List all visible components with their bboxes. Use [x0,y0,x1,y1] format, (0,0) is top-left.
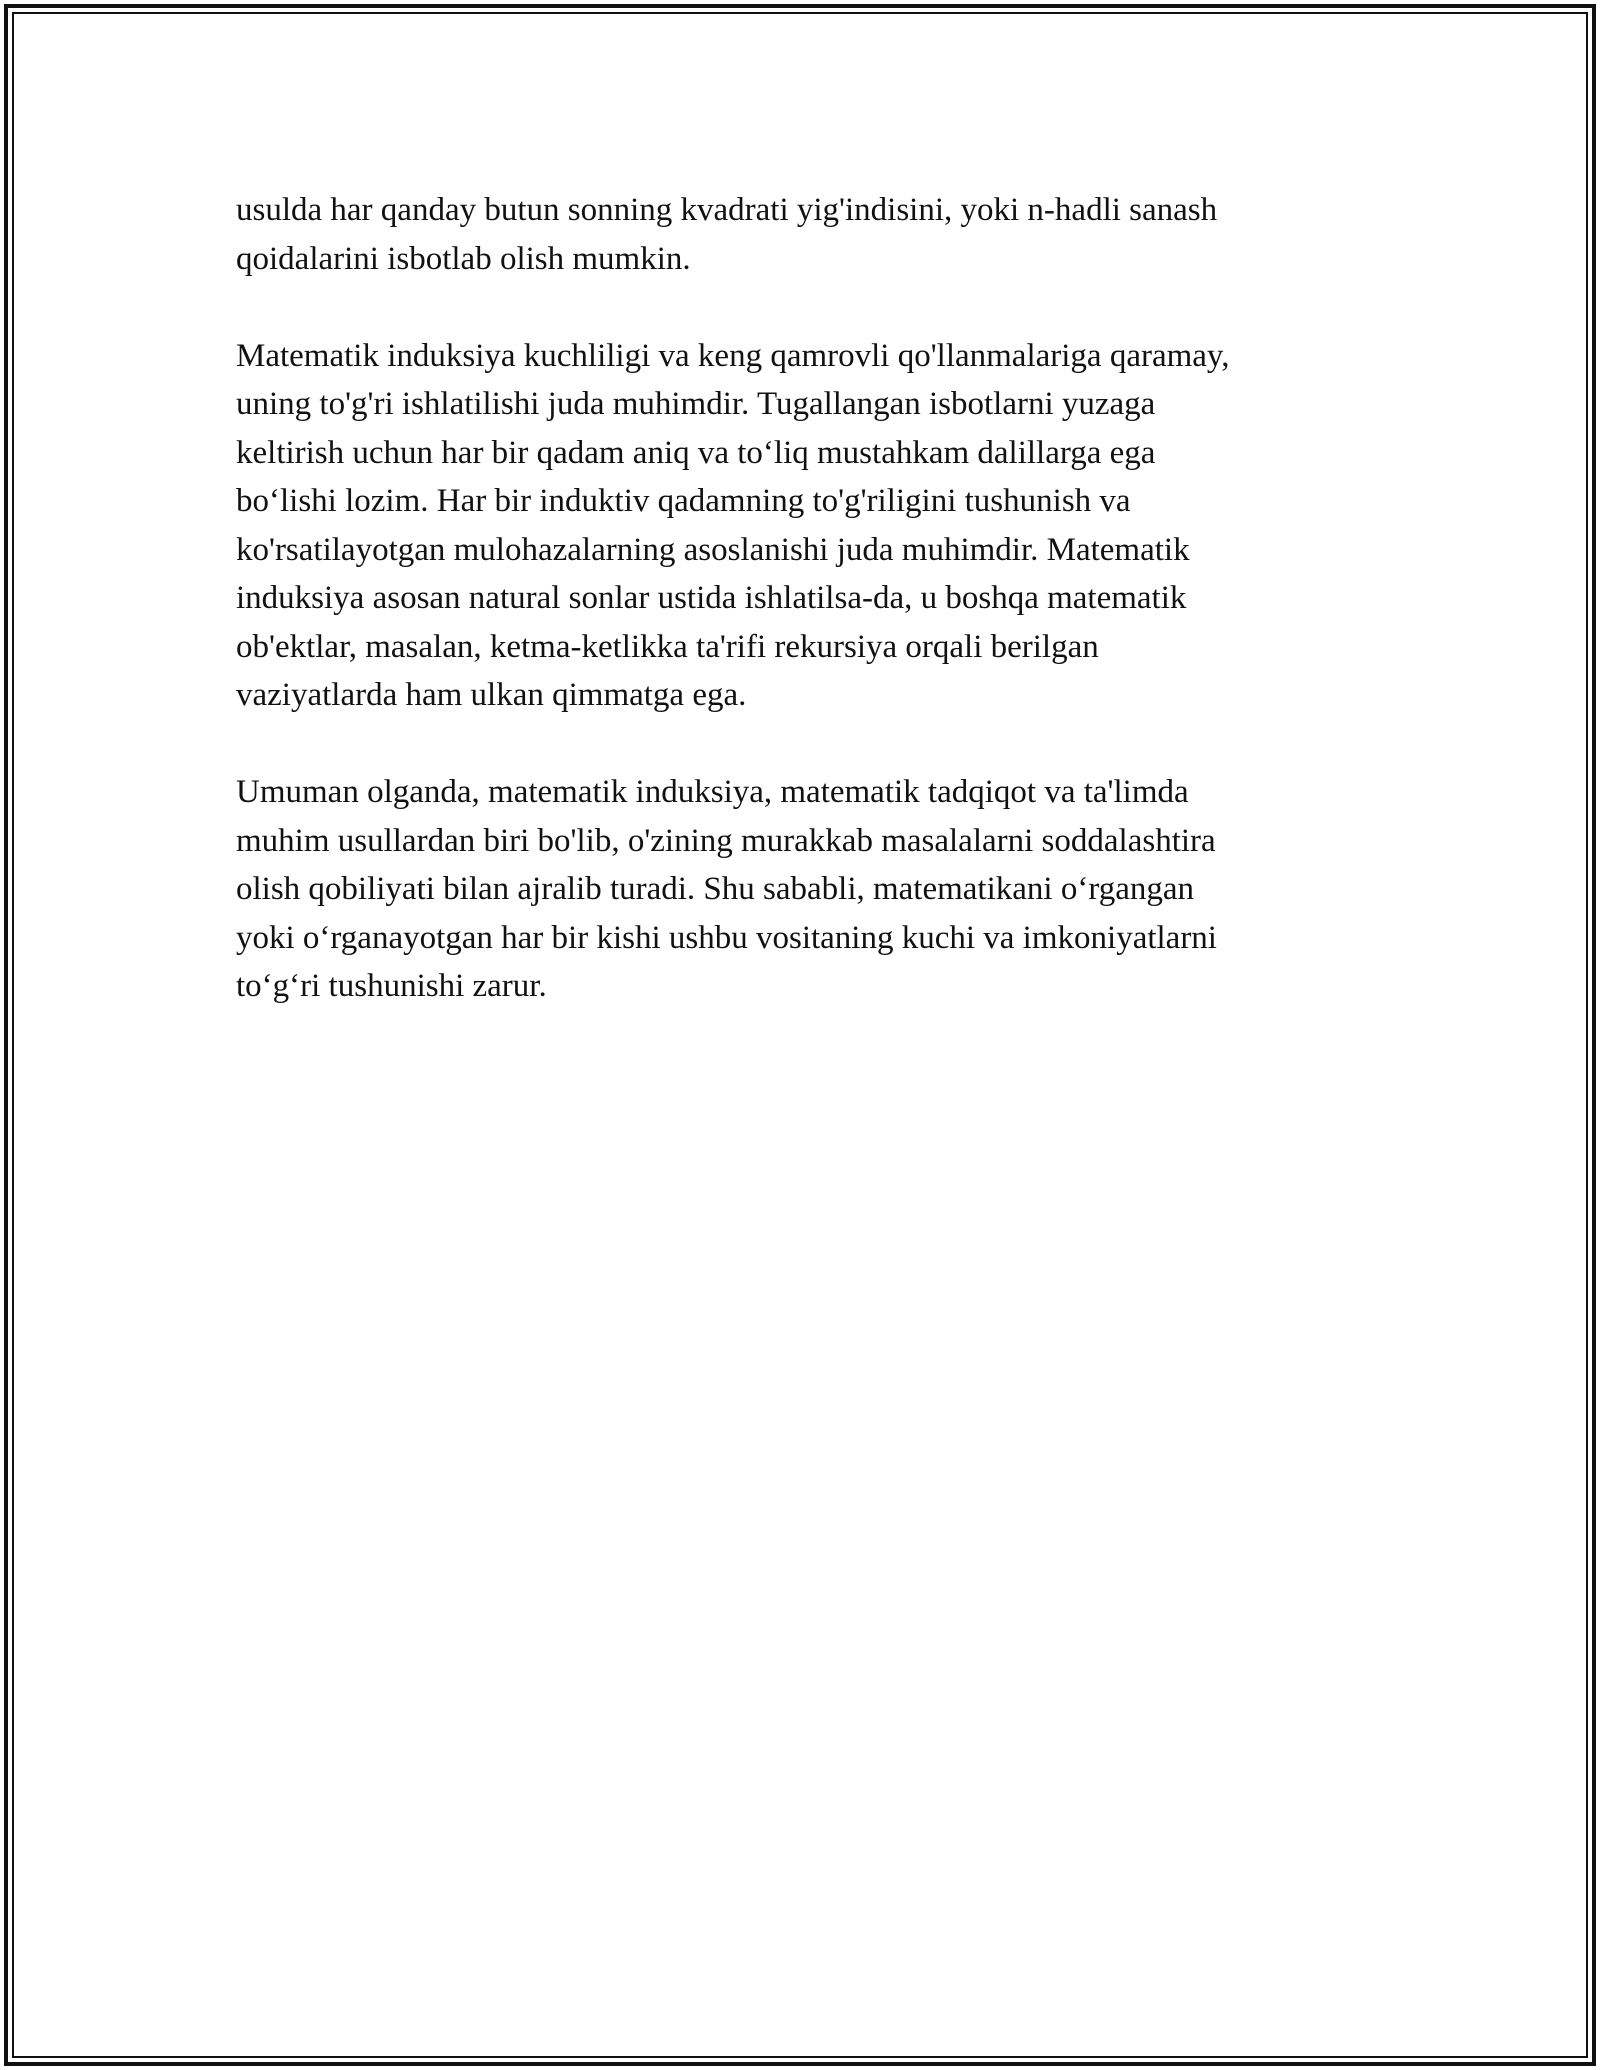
text-line: induksiya asosan natural sonlar ustida ishlatilsa-da, u boshqa matematik [236,580,1187,616]
text-line: uning to'g'ri ishlatilishi juda muhimdir. Tugallangan isbotlarni yuzaga [236,386,1156,422]
document-body [236,186,1366,1059]
text-line: olish qobiliyati bilan ajralib turadi. Shu sababli, matematikani o‘rgangan [236,871,1195,907]
text-line: qoidalarini isbotlab olish mumkin. [236,240,691,277]
text-line: usulda har qanday butun sonning kvadrati yig'indisini, yoki n-hadli sanash [236,192,1218,228]
text-line: Umuman olganda, matematik induksiya, matematik tadqiqot va ta'limda [236,774,1189,810]
text-line: bo‘lishi lozim. Har bir induktiv qadamning to'g'riligini tushunish va [236,483,1131,519]
text-line: yoki o‘rganayotgan har bir kishi ushbu vositaning kuchi va imkoniyatlarni [236,919,1217,956]
paragraph-3 [236,768,1366,1011]
text-line: Matematik induksiya kuchliligi va keng qamrovli qo'llanmalariga qaramay, [236,337,1230,374]
text-line: muhim usullardan biri bo'lib, o'zining murakkab masalalarni soddalashtira [236,822,1216,859]
paragraph-1 [236,186,1366,283]
text-line: ko'rsatilayotgan mulohazalarning asoslanishi juda muhimdir. Matematik [236,531,1190,568]
text-line: keltirish uchun har bir qadam aniq va to‘liq mustahkam dalillarga ega [236,434,1156,471]
text-line: to‘g‘ri tushunishi zarur. [236,968,547,1004]
text-line: vaziyatlarda ham ulkan qimmatga ega. [236,677,747,713]
paragraph-2 [236,332,1366,720]
text-line: ob'ektlar, masalan, ketma-ketlikka ta'rifi rekursiya orqali berilgan [236,628,1099,665]
